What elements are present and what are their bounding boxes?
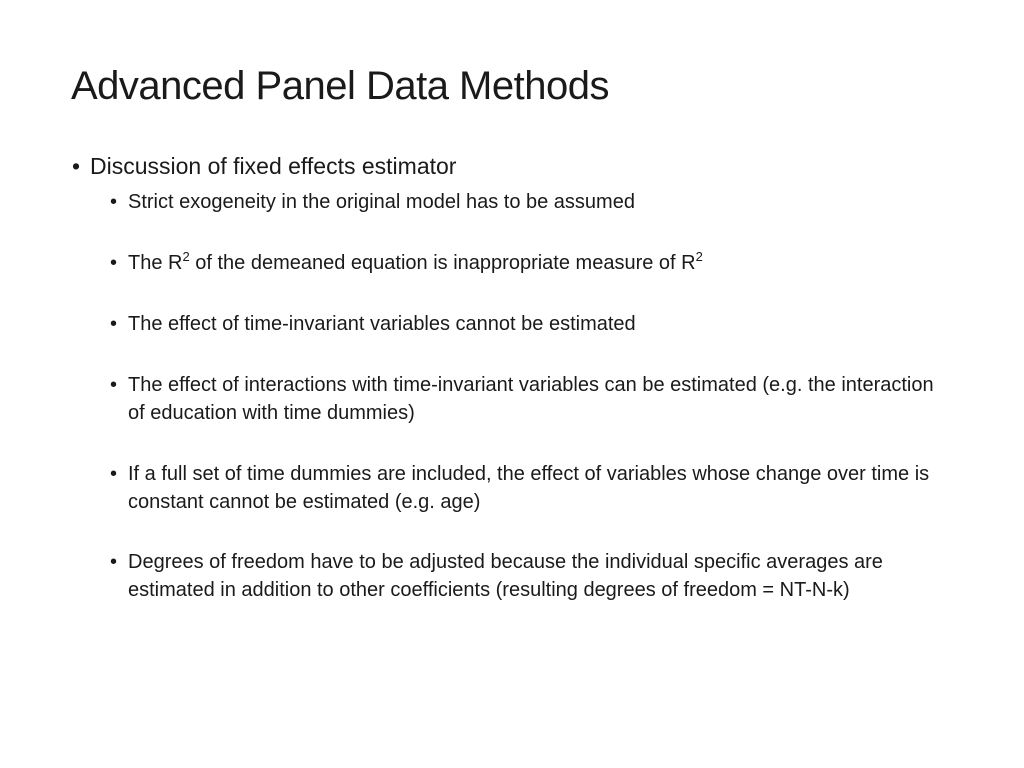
r-squared-text-part1: The R bbox=[128, 252, 183, 274]
slide-title: Advanced Panel Data Methods bbox=[71, 64, 609, 108]
r-squared-text-part2: of the demeaned equation is inappropriate measure of R bbox=[189, 252, 696, 274]
bullet-dot-icon: • bbox=[110, 313, 118, 335]
sub-bullet-text bbox=[128, 249, 948, 277]
superscript-2: 2 bbox=[182, 249, 190, 264]
bullet-dot-icon: • bbox=[110, 252, 118, 274]
bullet-dot-icon: • bbox=[110, 191, 118, 213]
bullet-dot-icon: • bbox=[110, 463, 118, 485]
sub-bullet-text: If a full set of time dummies are included, the effect of variables whose change over time is constant cannot be estimated (e.g. age) bbox=[128, 463, 930, 513]
sub-bullet-text: The effect of time-invariant variables cannot be estimated bbox=[128, 313, 636, 335]
bullet-dot-icon: • bbox=[72, 153, 81, 179]
superscript-2: 2 bbox=[695, 249, 703, 264]
main-bullet-text: Discussion of fixed effects estimator bbox=[90, 153, 457, 179]
bullet-dot-icon: • bbox=[110, 374, 118, 396]
sub-bullet-text: Strict exogeneity in the original model has to be assumed bbox=[128, 191, 635, 213]
bullet-dot-icon: • bbox=[110, 551, 118, 573]
sub-bullet-text: The effect of interactions with time-invariant variables can be estimated (e.g. the interaction of education with time dummies) bbox=[128, 374, 934, 424]
sub-bullet-text: Degrees of freedom have to be adjusted because the individual specific averages are estimated in addition to other coefficients (resulting degrees of freedom = NT-N-k) bbox=[128, 551, 883, 601]
